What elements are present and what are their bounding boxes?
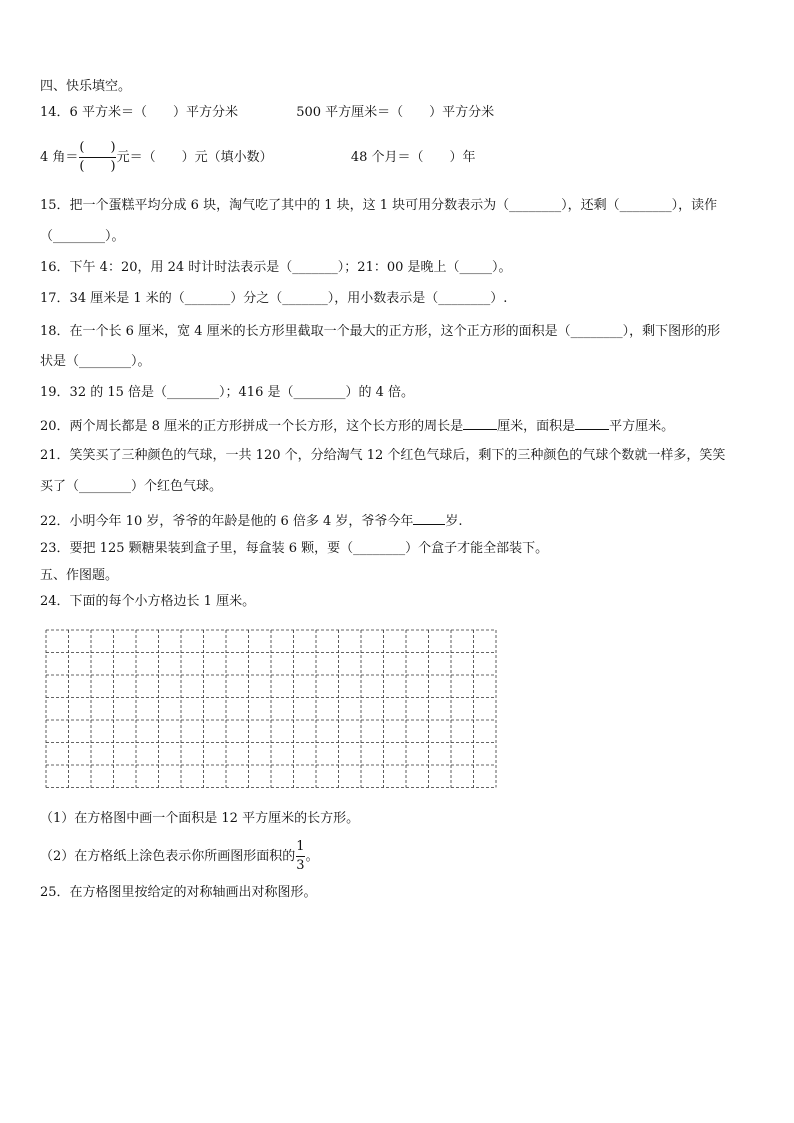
one-third-fraction (296, 839, 304, 874)
question-19: 19．32 的 15 倍是（________）；416 是（________）的 4 倍。 (40, 385, 415, 400)
q14-area-conversion-a: 14．6 平方米＝（ ）平方分米 (40, 105, 238, 120)
fraction-numerator-blank: ( ) (79, 140, 116, 155)
fraction-bar (79, 157, 115, 158)
q20-part-3: 平方厘米。 (609, 419, 675, 434)
question-23: 23．要把 125 颗糖果装到盒子里，每盒装 6 颗，要（________）个盒子才能全部装下。 (40, 541, 549, 556)
q14-fraction-blank (79, 140, 115, 175)
question-18-line-1: 18．在一个长 6 厘米，宽 4 厘米的长方形里截取一个最大的正方形，这个正方形的面积是（________），剩下图形的形 (40, 324, 721, 339)
question-17: 17．34 厘米是 1 米的（_______）分之（_______），用小数表示是（________）. (40, 291, 508, 306)
q14-yuan-decimal: 元＝（ ）元（填小数） (116, 150, 273, 165)
question-22 (40, 511, 463, 530)
fraction-bar (296, 856, 304, 857)
question-24-title: 24．下面的每个小方格边长 1 厘米。 (40, 594, 256, 609)
question-15-line-1: 15．把一个蛋糕平均分成 6 块，淘气吃了其中的 1 块，这 1 块可用分数表示为（________），还剩（________），读作 (40, 198, 718, 213)
question-24-sub-2 (40, 838, 319, 876)
q14-months-to-years: 48 个月＝（ ）年 (350, 150, 476, 165)
q22-part-1: 22．小明今年 10 岁，爷爷的年龄是他的 6 倍多 4 岁，爷爷今年 (40, 514, 414, 529)
question-21-line-2: 买了（________）个红色气球。 (40, 479, 223, 494)
q14-area-conversion-b: 500 平方厘米＝（ ）平方分米 (296, 105, 495, 120)
q20-part-2: 厘米，面积是 (497, 419, 576, 434)
question-18-line-2: 状是（________）。 (40, 354, 151, 369)
q24-sub-2-prefix: （2）在方格纸上涂色表示你所画图形面积的 (40, 849, 296, 864)
q24-sub-2-suffix: 。 (305, 849, 319, 864)
question-15-line-2: （________）。 (40, 229, 125, 244)
question-25: 25．在方格图里按给定的对称轴画出对称图形。 (40, 885, 317, 900)
question-16: 16．下午 4：20，用 24 时计时法表示是（_______）；21：00 是晚上（_____）。 (40, 260, 512, 275)
fraction-denominator: 3 (296, 858, 305, 873)
question-24-sub-1: （1）在方格图中画一个面积是 12 平方厘米的长方形。 (40, 811, 360, 826)
q22-part-2: 岁. (445, 514, 463, 529)
question-21-line-1: 21．笑笑买了三种颜色的气球，一共 120 个，分给淘气 12 个红色气球后，剩下的三种颜色的气球个数就一样多，笑笑 (40, 448, 726, 463)
q14-jiao-prefix: 4 角＝ (40, 150, 79, 165)
q20-perimeter-blank (463, 416, 497, 430)
square-grid[interactable] (45, 629, 497, 789)
q20-part-1: 20．两个周长都是 8 厘米的正方形拼成一个长方形，这个长方形的周长是 (40, 419, 464, 434)
q20-area-blank (575, 416, 609, 430)
question-14-line-2 (40, 138, 476, 178)
section-5-title: 五、作图题。 (40, 568, 119, 583)
fraction-denominator-blank: ( ) (79, 159, 116, 174)
question-14-line-1 (40, 105, 494, 121)
question-20 (40, 416, 674, 435)
section-4-title: 四、快乐填空。 (40, 79, 132, 94)
q22-age-blank (413, 511, 445, 525)
fraction-numerator: 1 (296, 839, 305, 854)
